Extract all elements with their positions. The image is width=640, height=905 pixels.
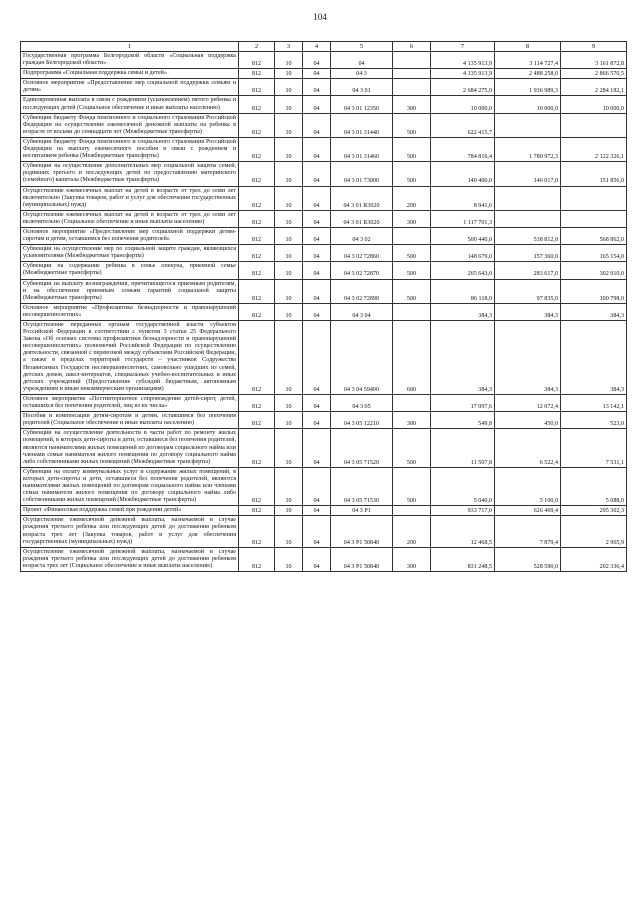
row-description: Субвенции бюджету Фонда пенсионного и социального страхования Российской Федерации на осуществление ежемесячной денежной выплаты на ребенка в возрасте от восьми до семнадцати лет (Межбюджетные трансферты) <box>21 113 239 137</box>
expense-type-code <box>393 52 431 69</box>
expense-type-code: 500 <box>393 245 431 262</box>
section-code: 10 <box>275 96 303 113</box>
target-article-code: 04 3 02 72860 <box>331 245 393 262</box>
row-description: Осуществление переданных органам государственной власти субъектов Российской Федерации в соответствии с пунктом 3 статьи 25 Федерального Закона «Об основах системы профилактики безнадзорности и правонарушений несовершеннолетних» полномочий Российской Федерации по осуществлению деятельности, связанной с перевозкой между субъектами Российской Федерации, а также в пределах территорий государств – участников Содружества Независимых Государств несовершеннолетних, самовольно ушедших из семей, детских домов, школ-интернатов, специальных учебно-воспитательных и иных детских учреждений (Предоставление субсидий бюджетным, автономным учреждениям и иным некоммерческим организациям) <box>21 321 239 395</box>
row-description: Пособия и компенсации детям-сиротам и детям, оставшимся без попечения родителей (Социальное обеспечение и иные выплаты населению) <box>21 412 239 429</box>
amount-year-2: 10 000,0 <box>495 96 561 113</box>
expense-type-code: 500 <box>393 429 431 467</box>
ministry-code: 812 <box>239 303 275 320</box>
amount-year-2 <box>495 113 561 137</box>
amount-year-2: 283 617,0 <box>495 262 561 279</box>
amount-year-1: 140 400,0 <box>431 162 495 186</box>
target-article-code: 04 3 04 59400 <box>331 321 393 395</box>
amount-year-1: 384,3 <box>431 321 495 395</box>
section-code: 10 <box>275 162 303 186</box>
amount-year-3: 3 161 872,8 <box>561 52 627 69</box>
expense-type-code: 600 <box>393 321 431 395</box>
section-code: 10 <box>275 506 303 516</box>
amount-year-2: 7 879,4 <box>495 516 561 547</box>
table-row <box>21 96 627 113</box>
amount-year-3: 568 862,0 <box>561 227 627 244</box>
ministry-code: 812 <box>239 547 275 571</box>
amount-year-3 <box>561 186 627 210</box>
target-article-code: 04 3 P1 <box>331 506 393 516</box>
target-article-code: 04 3 <box>331 69 393 79</box>
row-description: Субвенции на выплату вознаграждения, причитающегося приемным родителям, и на обеспечение приемным семьям гарантий социальной защиты (Межбюджетные трансферты) <box>21 279 239 303</box>
amount-year-3: 100 798,0 <box>561 279 627 303</box>
target-article-code: 04 3 04 <box>331 303 393 320</box>
section-code: 10 <box>275 245 303 262</box>
table-row <box>21 79 627 96</box>
amount-year-1: 148 679,0 <box>431 245 495 262</box>
table-row <box>21 279 627 303</box>
row-description: Осуществление ежемесячной денежной выплаты, назначаемой в случае рождения третьего ребенка или последующих детей до достижения ребенком возраста трех лет (Закупка товаров, работ и услуг для обеспечения государственных (муниципальных) нужд) <box>21 516 239 547</box>
expense-type-code: 500 <box>393 137 431 161</box>
target-article-code: 04 3 01 12350 <box>331 96 393 113</box>
ministry-code: 812 <box>239 210 275 227</box>
section-code: 10 <box>275 210 303 227</box>
expense-type-code <box>393 303 431 320</box>
subsection-code: 04 <box>303 262 331 279</box>
amount-year-1: 622 415,7 <box>431 113 495 137</box>
amount-year-3: 202 336,4 <box>561 547 627 571</box>
amount-year-3: 2 866 570,5 <box>561 69 627 79</box>
row-description: Государственная программа Белгородской области «Социальная поддержка граждан Белгородской области» <box>21 52 239 69</box>
row-description: Основное мероприятие «Постинтернатное сопровождение детей-сирот, детей, оставшихся без попечения родителей, лиц из их числа» <box>21 394 239 411</box>
expense-type-code: 200 <box>393 516 431 547</box>
ministry-code: 812 <box>239 412 275 429</box>
amount-year-3 <box>561 210 627 227</box>
table-row <box>21 412 627 429</box>
amount-year-3 <box>561 113 627 137</box>
column-number: 8 <box>495 42 561 52</box>
table-row <box>21 303 627 320</box>
section-code: 10 <box>275 262 303 279</box>
column-number-row <box>21 42 627 52</box>
table-row <box>21 137 627 161</box>
row-description: Осуществление ежемесячных выплат на детей в возрасте от трех до семи лет включительно (Закупка товаров, работ и услуг для обеспечения государственных (муниципальных) нужд) <box>21 186 239 210</box>
ministry-code: 812 <box>239 113 275 137</box>
amount-year-3: 2 284 182,1 <box>561 79 627 96</box>
section-code: 10 <box>275 79 303 96</box>
ministry-code: 812 <box>239 79 275 96</box>
expense-type-code: 300 <box>393 96 431 113</box>
amount-year-3: 2 122 326,1 <box>561 137 627 161</box>
table-row <box>21 69 627 79</box>
subsection-code: 04 <box>303 467 331 505</box>
column-number: 5 <box>331 42 393 52</box>
row-description: Основное мероприятие «Профилактика безнадзорности и правонарушений несовершеннолетних» <box>21 303 239 320</box>
amount-year-2: 6 522,4 <box>495 429 561 467</box>
row-description: Подпрограмма «Социальная поддержка семьи и детей» <box>21 69 239 79</box>
budget-table <box>20 41 627 572</box>
target-article-code: 04 3 05 71520 <box>331 429 393 467</box>
amount-year-1: 384,3 <box>431 303 495 320</box>
section-code: 10 <box>275 227 303 244</box>
row-description: Субвенции на содержание ребенка в семье опекуна, приемной семье (Межбюджетные трансферты) <box>21 262 239 279</box>
expense-type-code <box>393 227 431 244</box>
subsection-code: 04 <box>303 69 331 79</box>
amount-year-2: 528 590,0 <box>495 547 561 571</box>
subsection-code: 04 <box>303 52 331 69</box>
amount-year-2: 146 017,0 <box>495 162 561 186</box>
amount-year-2: 1 780 972,3 <box>495 137 561 161</box>
ministry-code: 812 <box>239 506 275 516</box>
column-number: 2 <box>239 42 275 52</box>
table-row <box>21 162 627 186</box>
target-article-code: 04 3 02 72890 <box>331 279 393 303</box>
section-code: 10 <box>275 279 303 303</box>
target-article-code: 04 3 05 12210 <box>331 412 393 429</box>
target-article-code: 04 3 02 72870 <box>331 262 393 279</box>
subsection-code: 04 <box>303 227 331 244</box>
table-row <box>21 52 627 69</box>
subsection-code: 04 <box>303 303 331 320</box>
section-code: 10 <box>275 321 303 395</box>
amount-year-1: 549,8 <box>431 412 495 429</box>
section-code: 10 <box>275 547 303 571</box>
amount-year-1: 17 097,6 <box>431 394 495 411</box>
section-code: 10 <box>275 467 303 505</box>
amount-year-1: 933 717,0 <box>431 506 495 516</box>
table-body <box>21 42 627 572</box>
row-description: Единовременная выплата в связи с рождением (усыновлением) пятого ребенка и последующих детей (Социальное обеспечение и иные выплаты населению) <box>21 96 239 113</box>
amount-year-1: 265 643,0 <box>431 262 495 279</box>
subsection-code: 04 <box>303 412 331 429</box>
target-article-code: 04 3 01 R3020 <box>331 210 393 227</box>
row-description: Основное мероприятие «Предоставление мер социальной поддержки семьям и детям» <box>21 79 239 96</box>
table-row <box>21 245 627 262</box>
row-description: Проект «Финансовая поддержка семей при рождении детей» <box>21 506 239 516</box>
row-description: Субвенции бюджету Фонда пенсионного и социального страхования Российской Федерации на выплату ежемесячного пособия в связи с рождением и воспитанием ребенка (Межбюджетные трансферты) <box>21 137 239 161</box>
table-row <box>21 429 627 467</box>
section-code: 10 <box>275 137 303 161</box>
amount-year-3: 151 856,0 <box>561 162 627 186</box>
amount-year-2: 384,3 <box>495 321 561 395</box>
table-row <box>21 394 627 411</box>
amount-year-2: 538 812,0 <box>495 227 561 244</box>
amount-year-2: 626 469,4 <box>495 506 561 516</box>
amount-year-2: 5 100,0 <box>495 467 561 505</box>
subsection-code: 04 <box>303 79 331 96</box>
section-code: 10 <box>275 394 303 411</box>
table-row <box>21 321 627 395</box>
expense-type-code: 300 <box>393 412 431 429</box>
subsection-code: 04 <box>303 429 331 467</box>
subsection-code: 04 <box>303 547 331 571</box>
ministry-code: 812 <box>239 467 275 505</box>
amount-year-1: 2 684 275,0 <box>431 79 495 96</box>
row-description: Субвенции на осуществление деятельности в части работ по ремонту жилых помещений, в которых дети-сироты и дети, оставшиеся без попечения родителей, являются нанимателями жилых помещений по договорам социального найма или членами семьи нанимателя жилого помещения по договору социального найма либо собственниками жилых помещений (Межбюджетные трансферты) <box>21 429 239 467</box>
row-description: Субвенции на осуществление мер по социальной защите граждан, являющихся усыновителями (Межбюджетные трансферты) <box>21 245 239 262</box>
row-description: Субвенции на оплату коммунальных услуг и содержание жилых помещений, в которых дети-сироты и дети, оставшиеся без попечения родителей, являются нанимателями жилых помещений по договорам социального найма или членами семьи нанимателя жилого помещения по договору социального найма либо собственниками жилых помещений (Межбюджетные трансферты) <box>21 467 239 505</box>
amount-year-2 <box>495 186 561 210</box>
column-number: 9 <box>561 42 627 52</box>
amount-year-1: 500 440,0 <box>431 227 495 244</box>
amount-year-2: 450,0 <box>495 412 561 429</box>
amount-year-1: 8 941,6 <box>431 186 495 210</box>
expense-type-code: 500 <box>393 467 431 505</box>
ministry-code: 812 <box>239 186 275 210</box>
amount-year-3: 384,3 <box>561 321 627 395</box>
table-row <box>21 227 627 244</box>
target-article-code: 04 3 01 73000 <box>331 162 393 186</box>
table-row <box>21 467 627 505</box>
section-code: 10 <box>275 429 303 467</box>
expense-type-code: 300 <box>393 547 431 571</box>
ministry-code: 812 <box>239 96 275 113</box>
table-row <box>21 262 627 279</box>
amount-year-2: 97 835,0 <box>495 279 561 303</box>
amount-year-3: 302 910,0 <box>561 262 627 279</box>
amount-year-1: 784 816,4 <box>431 137 495 161</box>
section-code: 10 <box>275 113 303 137</box>
row-description: Осуществление ежемесячной денежной выплаты, назначаемой в случае рождения третьего ребенка или последующих детей до достижения ребенком возраста трех лет (Социальное обеспечение и иные выплаты населению) <box>21 547 239 571</box>
section-code: 10 <box>275 412 303 429</box>
amount-year-3: 165 154,0 <box>561 245 627 262</box>
section-code: 10 <box>275 69 303 79</box>
amount-year-1: 4 135 913,9 <box>431 69 495 79</box>
amount-year-1: 10 000,0 <box>431 96 495 113</box>
ministry-code: 812 <box>239 52 275 69</box>
target-article-code: 04 3 01 <box>331 79 393 96</box>
amount-year-2: 12 072,4 <box>495 394 561 411</box>
amount-year-3: 7 531,1 <box>561 429 627 467</box>
ministry-code: 812 <box>239 321 275 395</box>
ministry-code: 812 <box>239 137 275 161</box>
ministry-code: 812 <box>239 69 275 79</box>
amount-year-2: 2 488 258,0 <box>495 69 561 79</box>
expense-type-code <box>393 394 431 411</box>
target-article-code: 04 3 P1 50840 <box>331 547 393 571</box>
amount-year-2 <box>495 210 561 227</box>
amount-year-3: 384,3 <box>561 303 627 320</box>
amount-year-3: 13 142,1 <box>561 394 627 411</box>
amount-year-2: 1 936 989,3 <box>495 79 561 96</box>
subsection-code: 04 <box>303 516 331 547</box>
expense-type-code: 500 <box>393 113 431 137</box>
expense-type-code: 300 <box>393 210 431 227</box>
section-code: 10 <box>275 186 303 210</box>
subsection-code: 04 <box>303 279 331 303</box>
expense-type-code <box>393 506 431 516</box>
amount-year-2: 157 360,0 <box>495 245 561 262</box>
table-row <box>21 210 627 227</box>
row-description: Основное мероприятие «Предоставление мер социальной поддержки детям-сиротам и детям, оставшимся без попечения родителей» <box>21 227 239 244</box>
target-article-code: 04 3 01 31460 <box>331 137 393 161</box>
subsection-code: 04 <box>303 137 331 161</box>
page-number: 104 <box>313 12 327 22</box>
amount-year-1: 86 118,0 <box>431 279 495 303</box>
expense-type-code <box>393 69 431 79</box>
amount-year-3: 10 000,0 <box>561 96 627 113</box>
row-description: Субвенции на осуществление дополнительных мер социальной защиты семей, родивших третьего и последующих детей по предоставлению материнского (семейного) капитала (Межбюджетные трансферты) <box>21 162 239 186</box>
section-code: 10 <box>275 516 303 547</box>
amount-year-3: 295 302,3 <box>561 506 627 516</box>
table-row <box>21 113 627 137</box>
expense-type-code: 500 <box>393 262 431 279</box>
ministry-code: 812 <box>239 516 275 547</box>
subsection-code: 04 <box>303 210 331 227</box>
column-number: 7 <box>431 42 495 52</box>
ministry-code: 812 <box>239 245 275 262</box>
amount-year-1: 4 135 913,9 <box>431 52 495 69</box>
ministry-code: 812 <box>239 429 275 467</box>
expense-type-code: 500 <box>393 162 431 186</box>
amount-year-1: 1 117 701,3 <box>431 210 495 227</box>
amount-year-1: 831 248,5 <box>431 547 495 571</box>
column-number: 4 <box>303 42 331 52</box>
target-article-code: 04 <box>331 52 393 69</box>
subsection-code: 04 <box>303 506 331 516</box>
subsection-code: 04 <box>303 96 331 113</box>
subsection-code: 04 <box>303 162 331 186</box>
amount-year-1: 12 468,5 <box>431 516 495 547</box>
expense-type-code <box>393 79 431 96</box>
amount-year-3: 523,0 <box>561 412 627 429</box>
target-article-code: 04 3 01 31440 <box>331 113 393 137</box>
ministry-code: 812 <box>239 162 275 186</box>
amount-year-3: 5 088,0 <box>561 467 627 505</box>
target-article-code: 04 3 01 R3020 <box>331 186 393 210</box>
column-number: 3 <box>275 42 303 52</box>
subsection-code: 04 <box>303 245 331 262</box>
table-row <box>21 547 627 571</box>
table-row <box>21 516 627 547</box>
ministry-code: 812 <box>239 279 275 303</box>
subsection-code: 04 <box>303 186 331 210</box>
column-number: 1 <box>21 42 239 52</box>
column-number: 6 <box>393 42 431 52</box>
ministry-code: 812 <box>239 227 275 244</box>
subsection-code: 04 <box>303 113 331 137</box>
amount-year-2: 384,3 <box>495 303 561 320</box>
amount-year-2: 3 114 727,4 <box>495 52 561 69</box>
ministry-code: 812 <box>239 262 275 279</box>
subsection-code: 04 <box>303 394 331 411</box>
amount-year-3: 2 965,9 <box>561 516 627 547</box>
amount-year-1: 5 040,0 <box>431 467 495 505</box>
row-description: Осуществление ежемесячных выплат на детей в возрасте от трех до семи лет включительно (Социальное обеспечение и иные выплаты населению) <box>21 210 239 227</box>
expense-type-code: 200 <box>393 186 431 210</box>
target-article-code: 04 3 05 <box>331 394 393 411</box>
table-row <box>21 186 627 210</box>
target-article-code: 04 3 05 71530 <box>331 467 393 505</box>
section-code: 10 <box>275 303 303 320</box>
subsection-code: 04 <box>303 321 331 395</box>
ministry-code: 812 <box>239 394 275 411</box>
table-row <box>21 506 627 516</box>
amount-year-1: 11 507,8 <box>431 429 495 467</box>
target-article-code: 04 3 02 <box>331 227 393 244</box>
section-code: 10 <box>275 52 303 69</box>
target-article-code: 04 3 P1 50840 <box>331 516 393 547</box>
expense-type-code: 500 <box>393 279 431 303</box>
